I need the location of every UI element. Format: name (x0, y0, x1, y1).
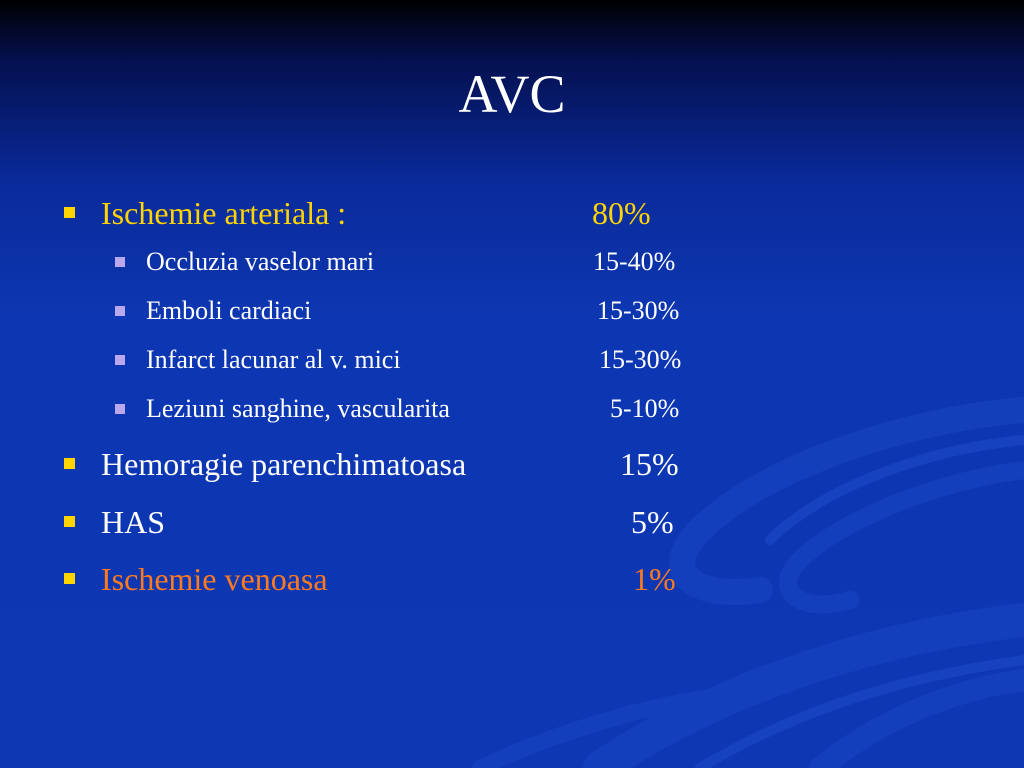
square-bullet-icon (115, 306, 125, 316)
item-value: 15-30% (599, 345, 682, 374)
square-bullet-icon (64, 458, 75, 469)
item-label: Emboli cardiaci (146, 296, 312, 325)
item-value: 15% (620, 446, 679, 482)
item-value: 15-40% (593, 247, 676, 276)
item-value: 5-10% (610, 394, 680, 423)
item-value: 80% (592, 195, 651, 231)
item-label: Leziuni sanghine, vascularita (146, 394, 450, 423)
square-bullet-icon (64, 207, 75, 218)
item-label: Ischemie venoasa (101, 561, 328, 597)
square-bullet-icon (115, 404, 125, 414)
square-bullet-icon (64, 516, 75, 527)
item-label: Hemoragie parenchimatoasa (101, 446, 467, 482)
item-value: 1% (633, 561, 676, 597)
item-label: HAS (101, 504, 166, 540)
item-label: Ischemie arteriala : (101, 195, 347, 231)
item-label: Infarct lacunar al v. mici (146, 345, 401, 374)
square-bullet-icon (64, 573, 75, 584)
square-bullet-icon (115, 257, 125, 267)
item-value: 5% (631, 504, 674, 540)
slide-title: AVC (458, 64, 566, 124)
item-label: Occluzia vaselor mari (146, 247, 375, 276)
square-bullet-icon (115, 355, 125, 365)
item-value: 15-30% (597, 296, 680, 325)
